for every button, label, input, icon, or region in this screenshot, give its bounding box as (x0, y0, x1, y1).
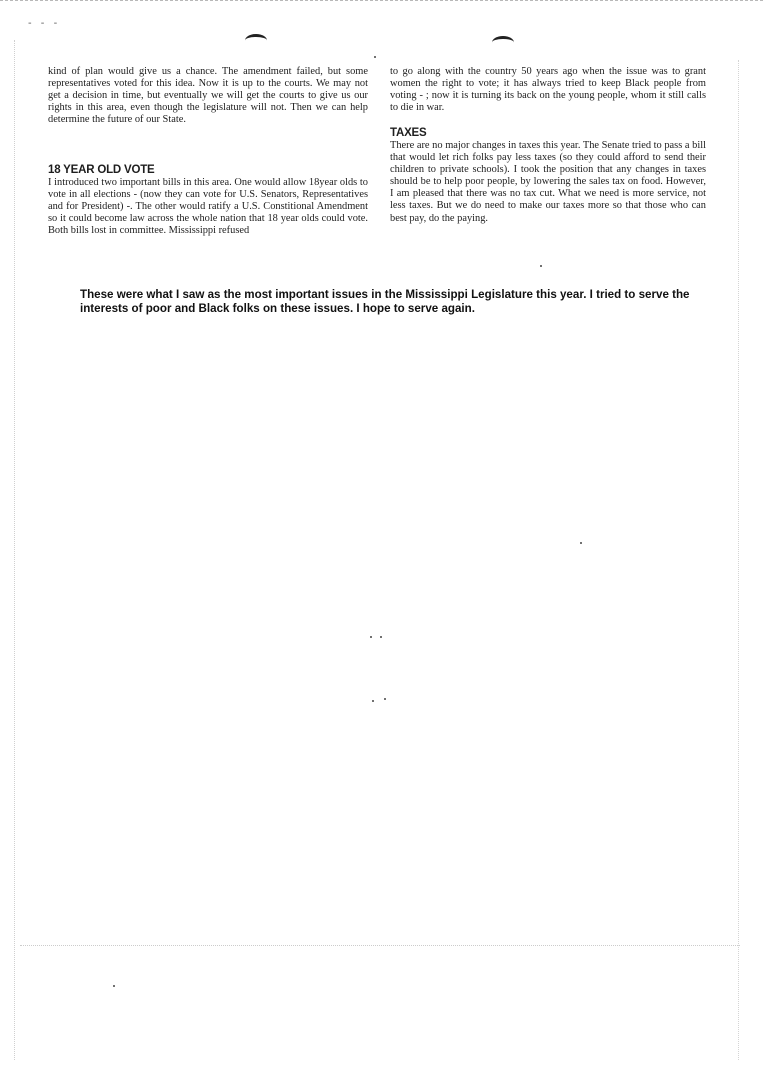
scan-edge-right (738, 60, 739, 1060)
closing-statement: These were what I saw as the most important issues in the Mississippi Legislature this year. I tried to serve the interests of poor and Black folks on these issues. I hope to serve again. (80, 288, 690, 315)
scan-speck (372, 700, 374, 702)
right-column (390, 66, 706, 114)
scan-speck (580, 542, 582, 544)
scan-edge-top (0, 0, 763, 4)
staple-mark-left-icon (245, 34, 267, 47)
right-column-text: to go along with the country 50 years ago when the issue was to grant women the right to vote; it has always tried to keep Black people from voting - ; now it is turning its back on the young people, whom it still calls to die in war. (390, 66, 706, 114)
scan-speck (374, 56, 376, 58)
section-body: There are no major changes in taxes this year. The Senate tried to pass a bill that would let rich folks pay less taxes (so they could afford to send their children to private schools). I took the position that any changes in taxes should be to help poor people, by lowering the sales tax on food. However, I am pleased that there was no tax cut. What we need is more service, not less taxes. But we do need to make our taxes more so that those who can best pay, do the paying. (390, 140, 706, 224)
section-heading: 18 YEAR OLD VOTE (48, 164, 155, 176)
left-column-text: kind of plan would give us a chance. The amendment failed, but some representatives voted for this idea. Now it is up to the courts. We may not get a decision in time, but eventually we will get the courts to give us our rights in this area, even though the legislature will not. Then we can help determine the future of our State. (48, 66, 368, 126)
scan-speck (540, 265, 542, 267)
section-heading: TAXES (390, 127, 427, 139)
section-body: I introduced two important bills in this area. One would allow 18year olds to vote in all elections - (now they can vote for U.S. Senators, Representatives and for President) -. The other would ratify a U.S. Constitional Amendment so it could become law across the whole nation that 18 year olds could vote. Both bills lost in committee. Mississippi refused (48, 177, 368, 237)
scan-speck (113, 985, 115, 987)
scan-edge-bottom (20, 945, 740, 946)
scan-edge-left (14, 40, 15, 1060)
section-taxes (390, 127, 706, 225)
left-column (48, 66, 368, 126)
scan-speck (370, 636, 372, 638)
scan-speck (380, 636, 382, 638)
section-18-year-old-vote (48, 164, 368, 237)
scan-speck (384, 698, 386, 700)
corner-mark: - - - (28, 18, 61, 29)
staple-mark-right-icon (492, 36, 514, 49)
